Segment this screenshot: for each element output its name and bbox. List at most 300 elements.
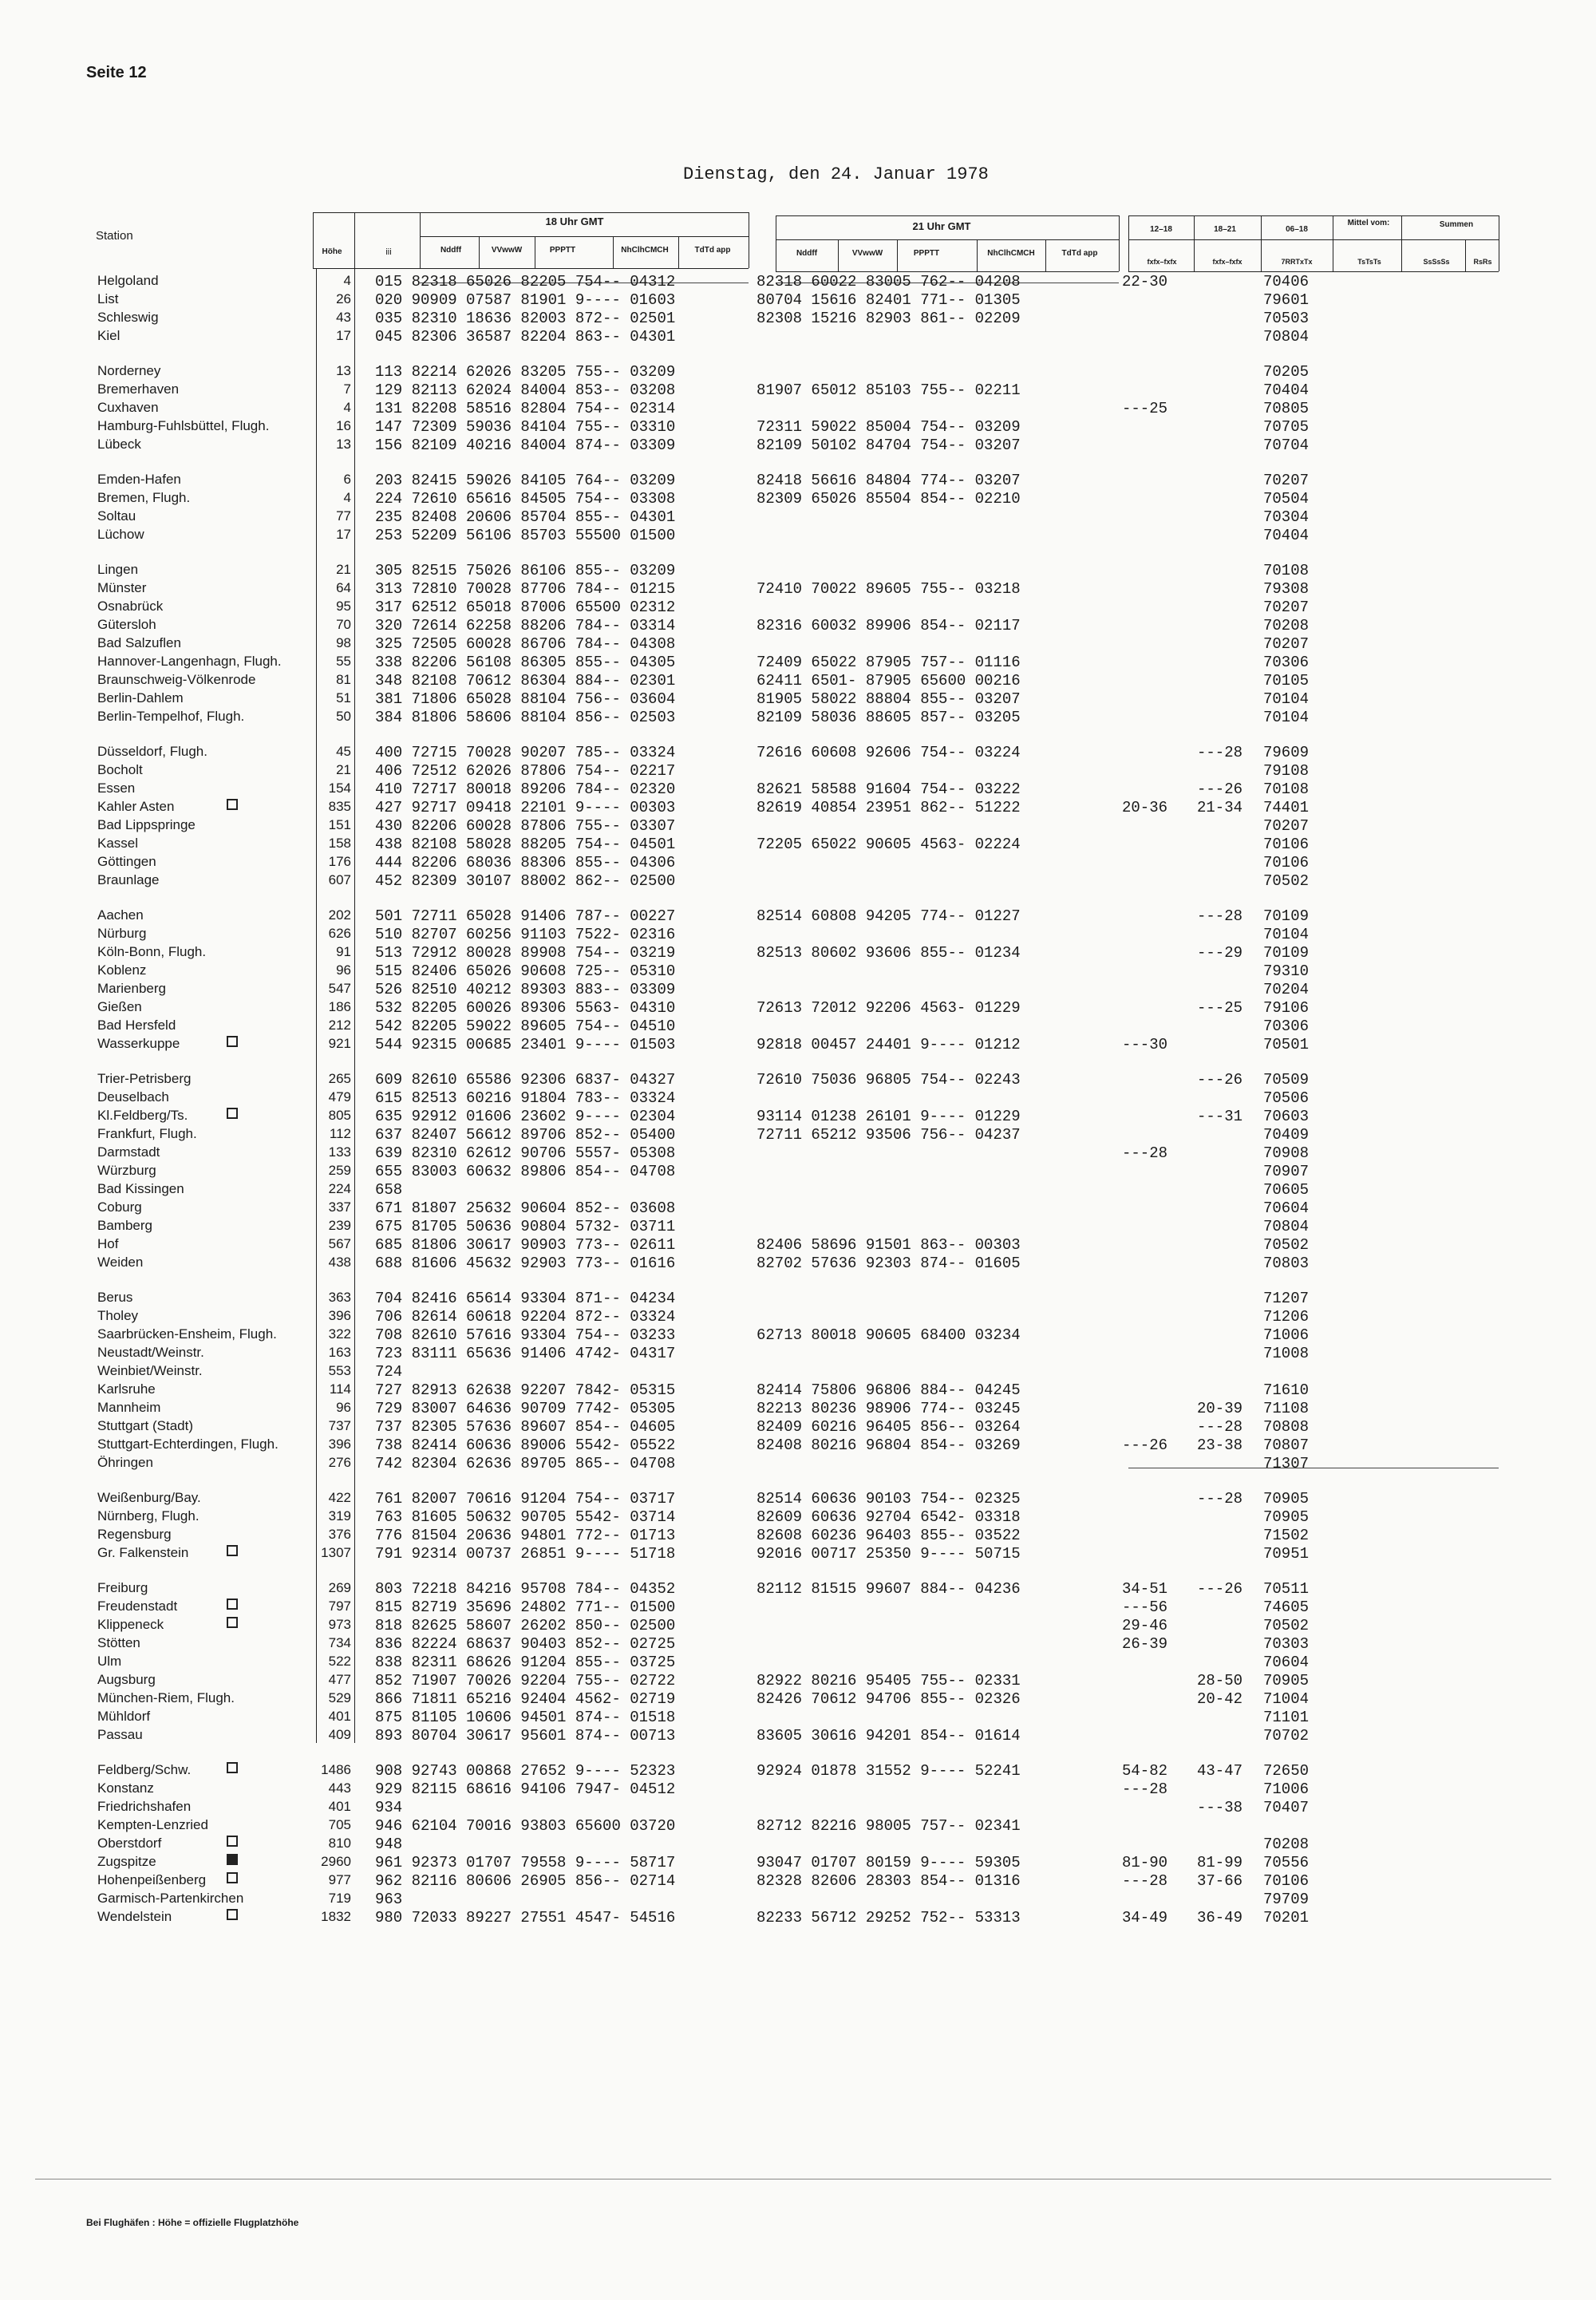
page-number: Seite 12 bbox=[86, 64, 147, 81]
station-height: 719 bbox=[328, 1891, 351, 1906]
value-06-18: 70204 bbox=[1263, 981, 1310, 998]
table-row bbox=[0, 654, 1596, 672]
value-06-18: 70207 bbox=[1263, 472, 1310, 489]
value-12-18: ---28 bbox=[1122, 1872, 1168, 1890]
value-06-18: 70704 bbox=[1263, 437, 1310, 454]
station-name: Frankfurt, Flugh. bbox=[97, 1126, 197, 1141]
station-name: Regensburg bbox=[97, 1527, 172, 1542]
value-06-18: 70502 bbox=[1263, 872, 1310, 890]
station-height: 96 bbox=[336, 1400, 351, 1415]
value-06-18: 70404 bbox=[1263, 527, 1310, 544]
station-name: Oberstdorf bbox=[97, 1836, 162, 1851]
station-height: 422 bbox=[328, 1490, 351, 1505]
obs-18-uhr: 515 82406 65026 90608 725-- 05310 bbox=[375, 962, 676, 980]
obs-18-uhr: 704 82416 65614 93304 871-- 04234 bbox=[375, 1290, 676, 1307]
station-height: 376 bbox=[328, 1527, 351, 1542]
station-height: 17 bbox=[336, 328, 351, 343]
table-row bbox=[0, 1308, 1596, 1326]
obs-18-uhr: 708 82610 57616 93304 754-- 03233 bbox=[375, 1326, 676, 1344]
value-06-18: 70105 bbox=[1263, 672, 1310, 690]
obs-21-uhr: 82418 56616 84804 774-- 03207 bbox=[757, 472, 1021, 489]
station-name: Ulm bbox=[97, 1654, 122, 1669]
obs-18-uhr: 763 81605 50632 90705 5542- 03714 bbox=[375, 1508, 676, 1526]
value-18-21: 20-39 bbox=[1197, 1400, 1243, 1417]
station-height: 95 bbox=[336, 599, 351, 614]
value-06-18: 70201 bbox=[1263, 1909, 1310, 1927]
obs-18-uhr: 852 71907 70026 92204 755-- 02722 bbox=[375, 1672, 676, 1689]
obs-18-uhr: 637 82407 56612 89706 852-- 05400 bbox=[375, 1126, 676, 1144]
table-row bbox=[0, 1236, 1596, 1255]
obs-18-uhr: 875 81105 10606 94501 874-- 01518 bbox=[375, 1709, 676, 1726]
filled-square-icon bbox=[227, 1854, 238, 1865]
value-06-18: 79601 bbox=[1263, 291, 1310, 309]
value-06-18: 70104 bbox=[1263, 926, 1310, 943]
station-name: Gr. Falkenstein bbox=[97, 1545, 189, 1560]
value-06-18: 74401 bbox=[1263, 799, 1310, 816]
table-row bbox=[0, 1508, 1596, 1527]
station-height: 98 bbox=[336, 635, 351, 650]
table-row bbox=[0, 744, 1596, 762]
value-06-18: 70108 bbox=[1263, 780, 1310, 798]
value-18-21: 28-50 bbox=[1197, 1672, 1243, 1689]
value-18-21: 20-42 bbox=[1197, 1690, 1243, 1708]
obs-18-uhr: 737 82305 57636 89607 854-- 04605 bbox=[375, 1418, 676, 1436]
value-06-18: 70303 bbox=[1263, 1635, 1310, 1653]
table-row bbox=[0, 799, 1596, 817]
table-row bbox=[0, 1635, 1596, 1654]
obs-21-uhr: 93047 01707 80159 9---- 59305 bbox=[757, 1854, 1021, 1871]
station-name: Passau bbox=[97, 1727, 143, 1742]
obs-18-uhr: 948 bbox=[375, 1836, 403, 1853]
value-18-21: ---26 bbox=[1197, 780, 1243, 798]
value-12-18: ---26 bbox=[1122, 1437, 1168, 1454]
value-06-18: 79709 bbox=[1263, 1891, 1310, 1908]
table-row bbox=[0, 1836, 1596, 1854]
station-height: 626 bbox=[328, 926, 351, 941]
obs-21-uhr: 83605 30616 94201 854-- 01614 bbox=[757, 1727, 1021, 1745]
obs-18-uhr: 742 82304 62636 89705 865-- 04708 bbox=[375, 1455, 676, 1472]
rule bbox=[897, 239, 898, 271]
table-row bbox=[0, 1799, 1596, 1817]
station-height: 553 bbox=[328, 1363, 351, 1378]
value-06-18: 70556 bbox=[1263, 1854, 1310, 1871]
table-row bbox=[0, 1545, 1596, 1563]
value-06-18: 70905 bbox=[1263, 1672, 1310, 1689]
rule bbox=[313, 212, 749, 213]
obs-21-uhr: 92016 00717 25350 9---- 50715 bbox=[757, 1545, 1021, 1563]
obs-18-uhr: 803 72218 84216 95708 784-- 04352 bbox=[375, 1580, 676, 1598]
value-12-18: 26-39 bbox=[1122, 1635, 1168, 1653]
table-row bbox=[0, 635, 1596, 654]
rule bbox=[1128, 271, 1499, 272]
square-icon bbox=[227, 1872, 238, 1883]
table-row bbox=[0, 1089, 1596, 1108]
rule bbox=[838, 239, 839, 271]
value-06-18: 70207 bbox=[1263, 817, 1310, 835]
station-height: 224 bbox=[328, 1181, 351, 1196]
station-height: 16 bbox=[336, 418, 351, 433]
station-name: Karlsruhe bbox=[97, 1381, 156, 1397]
value-06-18: 70304 bbox=[1263, 508, 1310, 526]
obs-18-uhr: 410 72717 80018 89206 784-- 02320 bbox=[375, 780, 676, 798]
header-sub-12-18: fxfx–fxfx bbox=[1147, 258, 1177, 266]
station-height: 1486 bbox=[321, 1762, 351, 1777]
station-name: Kl.Feldberg/Ts. bbox=[97, 1108, 188, 1123]
station-height: 239 bbox=[328, 1218, 351, 1233]
value-06-18: 70208 bbox=[1263, 617, 1310, 634]
value-18-21: ---38 bbox=[1197, 1799, 1243, 1816]
obs-18-uhr: 400 72715 70028 90207 785-- 03324 bbox=[375, 744, 676, 761]
table-row bbox=[0, 1599, 1596, 1617]
station-height: 77 bbox=[336, 508, 351, 524]
value-06-18: 70205 bbox=[1263, 363, 1310, 381]
rule bbox=[354, 212, 355, 268]
obs-21-uhr: 82406 58696 91501 863-- 00303 bbox=[757, 1236, 1021, 1254]
station-name: Marienberg bbox=[97, 981, 166, 996]
rule bbox=[420, 236, 749, 237]
obs-18-uhr: 156 82109 40216 84004 874-- 03309 bbox=[375, 437, 676, 454]
station-height: 363 bbox=[328, 1290, 351, 1305]
value-06-18: 70807 bbox=[1263, 1437, 1310, 1454]
station-name: Kiel bbox=[97, 328, 120, 343]
table-row bbox=[0, 1036, 1596, 1054]
value-06-18: 70501 bbox=[1263, 1036, 1310, 1053]
station-height: 835 bbox=[328, 799, 351, 814]
obs-18-uhr: 838 82311 68626 91204 855-- 03725 bbox=[375, 1654, 676, 1671]
rule bbox=[1401, 215, 1402, 271]
obs-21-uhr: 72205 65022 90605 4563- 02224 bbox=[757, 836, 1021, 853]
table-row bbox=[0, 1654, 1596, 1672]
obs-18-uhr: 325 72505 60028 86706 784-- 04308 bbox=[375, 635, 676, 653]
station-name: Braunlage bbox=[97, 872, 160, 887]
obs-18-uhr: 305 82515 75026 86106 855-- 03209 bbox=[375, 562, 676, 579]
station-name: Emden-Hafen bbox=[97, 472, 181, 487]
value-06-18: 70905 bbox=[1263, 1490, 1310, 1508]
value-12-18: 34-49 bbox=[1122, 1909, 1168, 1927]
station-height: 21 bbox=[336, 562, 351, 577]
table-row bbox=[0, 291, 1596, 310]
obs-18-uhr: 685 81806 30617 90903 773-- 02611 bbox=[375, 1236, 676, 1254]
header-21-uhr: 21 Uhr GMT bbox=[912, 220, 971, 232]
table-row bbox=[0, 1290, 1596, 1308]
value-06-18: 71004 bbox=[1263, 1690, 1310, 1708]
station-name: Hamburg-Fuhlsbüttel, Flugh. bbox=[97, 418, 270, 433]
obs-18-uhr: 729 83007 64636 90709 7742- 05305 bbox=[375, 1400, 676, 1417]
station-name: Helgoland bbox=[97, 273, 159, 288]
table-row bbox=[0, 562, 1596, 580]
obs-21-uhr: 81905 58022 88804 855-- 03207 bbox=[757, 690, 1021, 708]
obs-21-uhr: 81907 65012 85103 755-- 02211 bbox=[757, 381, 1021, 399]
value-06-18: 70506 bbox=[1263, 1089, 1310, 1107]
station-height: 7 bbox=[343, 381, 351, 397]
table-row bbox=[0, 1326, 1596, 1345]
header-station: Station bbox=[96, 229, 133, 243]
obs-21-uhr: 82328 82606 28303 854-- 01316 bbox=[757, 1872, 1021, 1890]
rule bbox=[1194, 215, 1195, 271]
station-name: Köln-Bonn, Flugh. bbox=[97, 944, 207, 959]
obs-21-uhr: 72616 60608 92606 754-- 03224 bbox=[757, 744, 1021, 761]
station-height: 202 bbox=[328, 907, 351, 923]
obs-18-uhr: 908 92743 00868 27652 9---- 52323 bbox=[375, 1762, 676, 1780]
obs-18-uhr: 129 82113 62024 84004 853-- 03208 bbox=[375, 381, 676, 399]
value-06-18: 70108 bbox=[1263, 562, 1310, 579]
rule bbox=[776, 239, 1119, 240]
station-height: 529 bbox=[328, 1690, 351, 1705]
obs-18-uhr: 893 80704 30617 95601 874-- 00713 bbox=[375, 1727, 676, 1745]
obs-18-uhr: 818 82625 58607 26202 850-- 02500 bbox=[375, 1617, 676, 1634]
table-row bbox=[0, 1363, 1596, 1381]
header-ppptt-18: PPPTT bbox=[549, 246, 576, 255]
obs-21-uhr: 62411 6501- 87905 65600 00216 bbox=[757, 672, 1021, 690]
station-name: Berus bbox=[97, 1290, 133, 1305]
station-name: Friedrichshafen bbox=[97, 1799, 192, 1814]
station-height: 2960 bbox=[321, 1854, 351, 1869]
header-vvwww-18: VVwwW bbox=[491, 246, 523, 255]
rule bbox=[776, 271, 1119, 272]
station-name: Öhringen bbox=[97, 1455, 153, 1470]
value-06-18: 70104 bbox=[1263, 690, 1310, 708]
table-row bbox=[0, 580, 1596, 599]
station-height: 737 bbox=[328, 1418, 351, 1433]
rule bbox=[776, 215, 1119, 216]
station-name: Weißenburg/Bay. bbox=[97, 1490, 201, 1505]
value-06-18: 71008 bbox=[1263, 1345, 1310, 1362]
station-name: Augsburg bbox=[97, 1672, 156, 1687]
value-06-18: 70905 bbox=[1263, 1508, 1310, 1526]
station-name: Bad Hersfeld bbox=[97, 1018, 176, 1033]
obs-18-uhr: 542 82205 59022 89605 754-- 04510 bbox=[375, 1018, 676, 1035]
value-18-21: 37-66 bbox=[1197, 1872, 1243, 1890]
obs-18-uhr: 723 83111 65636 91406 4742- 04317 bbox=[375, 1345, 676, 1362]
obs-18-uhr: 639 82310 62612 90706 5557- 05308 bbox=[375, 1144, 676, 1162]
station-name: Göttingen bbox=[97, 854, 156, 869]
value-18-21: ---31 bbox=[1197, 1108, 1243, 1125]
station-height: 797 bbox=[328, 1599, 351, 1614]
table-row bbox=[0, 310, 1596, 328]
rule bbox=[1465, 239, 1466, 271]
obs-18-uhr: 727 82913 62638 92207 7842- 05315 bbox=[375, 1381, 676, 1399]
obs-18-uhr: 866 71811 65216 92404 4562- 02719 bbox=[375, 1690, 676, 1708]
obs-18-uhr: 724 bbox=[375, 1363, 403, 1381]
value-06-18: 79308 bbox=[1263, 580, 1310, 598]
station-name: Essen bbox=[97, 780, 136, 796]
station-height: 734 bbox=[328, 1635, 351, 1650]
value-06-18: 70409 bbox=[1263, 1126, 1310, 1144]
station-height: 607 bbox=[328, 872, 351, 887]
rule bbox=[1128, 239, 1499, 240]
station-name: Düsseldorf, Flugh. bbox=[97, 744, 207, 759]
table-row bbox=[0, 672, 1596, 690]
value-06-18: 74605 bbox=[1263, 1599, 1310, 1616]
station-height: 43 bbox=[336, 310, 351, 325]
header-06-18: 06–18 bbox=[1286, 225, 1308, 234]
table-row bbox=[0, 1727, 1596, 1745]
value-06-18: 70306 bbox=[1263, 1018, 1310, 1035]
obs-18-uhr: 980 72033 89227 27551 4547- 54516 bbox=[375, 1909, 676, 1927]
table-row bbox=[0, 1672, 1596, 1690]
table-row bbox=[0, 599, 1596, 617]
station-name: Garmisch-Partenkirchen bbox=[97, 1891, 244, 1906]
value-06-18: 70106 bbox=[1263, 836, 1310, 853]
obs-18-uhr: 615 82513 60216 91804 783-- 03324 bbox=[375, 1089, 676, 1107]
obs-21-uhr: 82619 40854 23951 862-- 51222 bbox=[757, 799, 1021, 816]
station-name: Bad Kissingen bbox=[97, 1181, 184, 1196]
header-ppptt-21: PPPTT bbox=[913, 249, 940, 258]
obs-21-uhr: 82109 50102 84704 754-- 03207 bbox=[757, 437, 1021, 454]
obs-21-uhr: 82109 58036 88605 857-- 03205 bbox=[757, 709, 1021, 726]
table-row bbox=[0, 1199, 1596, 1218]
station-name: Braunschweig-Völkenrode bbox=[97, 672, 256, 687]
station-height: 810 bbox=[328, 1836, 351, 1851]
station-name: Bocholt bbox=[97, 762, 143, 777]
station-height: 805 bbox=[328, 1108, 351, 1123]
value-06-18: 71006 bbox=[1263, 1780, 1310, 1798]
table-row bbox=[0, 1126, 1596, 1144]
table-row bbox=[0, 1181, 1596, 1199]
value-06-18: 71610 bbox=[1263, 1381, 1310, 1399]
station-height: 51 bbox=[336, 690, 351, 705]
station-name: Stötten bbox=[97, 1635, 140, 1650]
value-06-18: 70951 bbox=[1263, 1545, 1310, 1563]
table-row bbox=[0, 617, 1596, 635]
rule bbox=[313, 212, 314, 268]
value-12-18: ---25 bbox=[1122, 400, 1168, 417]
value-06-18: 79108 bbox=[1263, 762, 1310, 780]
obs-18-uhr: 526 82510 40212 89303 883-- 03309 bbox=[375, 981, 676, 998]
rule bbox=[479, 236, 480, 268]
table-row bbox=[0, 762, 1596, 780]
station-name: Bad Lippspringe bbox=[97, 817, 196, 832]
station-height: 409 bbox=[328, 1727, 351, 1742]
square-icon bbox=[227, 1617, 238, 1628]
value-06-18: 70603 bbox=[1263, 1108, 1310, 1125]
station-height: 176 bbox=[328, 854, 351, 869]
station-name: Nürburg bbox=[97, 926, 147, 941]
value-18-21: ---28 bbox=[1197, 1418, 1243, 1436]
table-row bbox=[0, 508, 1596, 527]
obs-21-uhr: 92818 00457 24401 9---- 01212 bbox=[757, 1036, 1021, 1053]
station-name: Deuselbach bbox=[97, 1089, 169, 1105]
obs-18-uhr: 253 52209 56106 85703 55500 01500 bbox=[375, 527, 676, 544]
value-06-18: 70407 bbox=[1263, 1799, 1310, 1816]
value-06-18: 71108 bbox=[1263, 1400, 1310, 1417]
station-height: 112 bbox=[329, 1126, 351, 1141]
header-sub-06-18: 7RRTxTx bbox=[1281, 258, 1313, 266]
station-name: Lüchow bbox=[97, 527, 144, 542]
rule bbox=[1128, 215, 1499, 216]
station-name: Coburg bbox=[97, 1199, 142, 1215]
value-18-21: 21-34 bbox=[1197, 799, 1243, 816]
value-06-18: 70502 bbox=[1263, 1617, 1310, 1634]
value-06-18: 70908 bbox=[1263, 1144, 1310, 1162]
station-name: Norderney bbox=[97, 363, 161, 378]
station-name: Gießen bbox=[97, 999, 142, 1014]
station-height: 4 bbox=[343, 400, 351, 415]
station-height: 13 bbox=[336, 363, 351, 378]
value-06-18: 70208 bbox=[1263, 1836, 1310, 1853]
station-name: Tholey bbox=[97, 1308, 139, 1323]
obs-21-uhr: 82609 60636 92704 6542- 03318 bbox=[757, 1508, 1021, 1526]
station-name: Soltau bbox=[97, 508, 136, 524]
obs-18-uhr: 406 72512 62026 87806 754-- 02217 bbox=[375, 762, 676, 780]
table-row bbox=[0, 854, 1596, 872]
square-icon bbox=[227, 799, 238, 810]
obs-18-uhr: 963 bbox=[375, 1891, 403, 1908]
obs-18-uhr: 791 92314 00737 26851 9---- 51718 bbox=[375, 1545, 676, 1563]
obs-18-uhr: 658 bbox=[375, 1181, 403, 1199]
station-name: Münster bbox=[97, 580, 147, 595]
header-mittel: Mittel vom: bbox=[1347, 219, 1390, 227]
table-row bbox=[0, 437, 1596, 455]
obs-18-uhr: 045 82306 36587 82204 863-- 04301 bbox=[375, 328, 676, 346]
obs-18-uhr: 761 82007 70616 91204 754-- 03717 bbox=[375, 1490, 676, 1508]
obs-21-uhr: 82316 60032 89906 854-- 02117 bbox=[757, 617, 1021, 634]
value-06-18: 71006 bbox=[1263, 1326, 1310, 1344]
value-12-18: ---28 bbox=[1122, 1144, 1168, 1162]
obs-18-uhr: 544 92315 00685 23401 9---- 01503 bbox=[375, 1036, 676, 1053]
station-height: 151 bbox=[328, 817, 351, 832]
obs-18-uhr: 635 92912 01606 23602 9---- 02304 bbox=[375, 1108, 676, 1125]
station-height: 438 bbox=[328, 1255, 351, 1270]
value-06-18: 71307 bbox=[1263, 1455, 1310, 1472]
obs-21-uhr: 82514 60636 90103 754-- 02325 bbox=[757, 1490, 1021, 1508]
station-height: 21 bbox=[336, 762, 351, 777]
obs-18-uhr: 020 90909 07587 81901 9---- 01603 bbox=[375, 291, 676, 309]
table-row bbox=[0, 490, 1596, 508]
station-name: Konstanz bbox=[97, 1780, 154, 1796]
station-name: List bbox=[97, 291, 119, 306]
value-18-21: 43-47 bbox=[1197, 1762, 1243, 1780]
station-name: Kempten-Lenzried bbox=[97, 1817, 208, 1832]
station-name: München-Riem, Flugh. bbox=[97, 1690, 235, 1705]
station-height: 6 bbox=[343, 472, 351, 487]
table-row bbox=[0, 1580, 1596, 1599]
station-name: Bad Salzuflen bbox=[97, 635, 181, 650]
table-row bbox=[0, 1817, 1596, 1836]
square-icon bbox=[227, 1545, 238, 1556]
value-06-18: 70509 bbox=[1263, 1071, 1310, 1089]
value-18-21: ---28 bbox=[1197, 907, 1243, 925]
value-06-18: 70406 bbox=[1263, 273, 1310, 290]
table-row bbox=[0, 926, 1596, 944]
header-iii: iii bbox=[385, 247, 392, 257]
rule bbox=[1119, 215, 1120, 271]
station-height: 91 bbox=[336, 944, 351, 959]
table-row bbox=[0, 273, 1596, 291]
obs-18-uhr: 706 82614 60618 92204 872-- 03324 bbox=[375, 1308, 676, 1326]
table-row bbox=[0, 1108, 1596, 1126]
table-row bbox=[0, 944, 1596, 962]
station-name: Trier-Petrisberg bbox=[97, 1071, 192, 1086]
station-name: Würzburg bbox=[97, 1163, 156, 1178]
station-height: 133 bbox=[328, 1144, 351, 1160]
table-row bbox=[0, 907, 1596, 926]
value-18-21: ---26 bbox=[1197, 1580, 1243, 1598]
obs-21-uhr: 82712 82216 98005 757-- 02341 bbox=[757, 1817, 1021, 1835]
value-18-21: 36-49 bbox=[1197, 1909, 1243, 1927]
station-height: 64 bbox=[336, 580, 351, 595]
station-height: 443 bbox=[328, 1780, 351, 1796]
station-height: 977 bbox=[328, 1872, 351, 1887]
station-name: Lübeck bbox=[97, 437, 141, 452]
header-18-21: 18–21 bbox=[1214, 225, 1236, 234]
table-row bbox=[0, 400, 1596, 418]
station-height: 396 bbox=[328, 1308, 351, 1323]
station-name: Stuttgart-Echterdingen, Flugh. bbox=[97, 1437, 279, 1452]
station-height: 401 bbox=[328, 1709, 351, 1724]
obs-21-uhr: 82409 60216 96405 856-- 03264 bbox=[757, 1418, 1021, 1436]
header-sub-r: RsRs bbox=[1473, 258, 1492, 266]
